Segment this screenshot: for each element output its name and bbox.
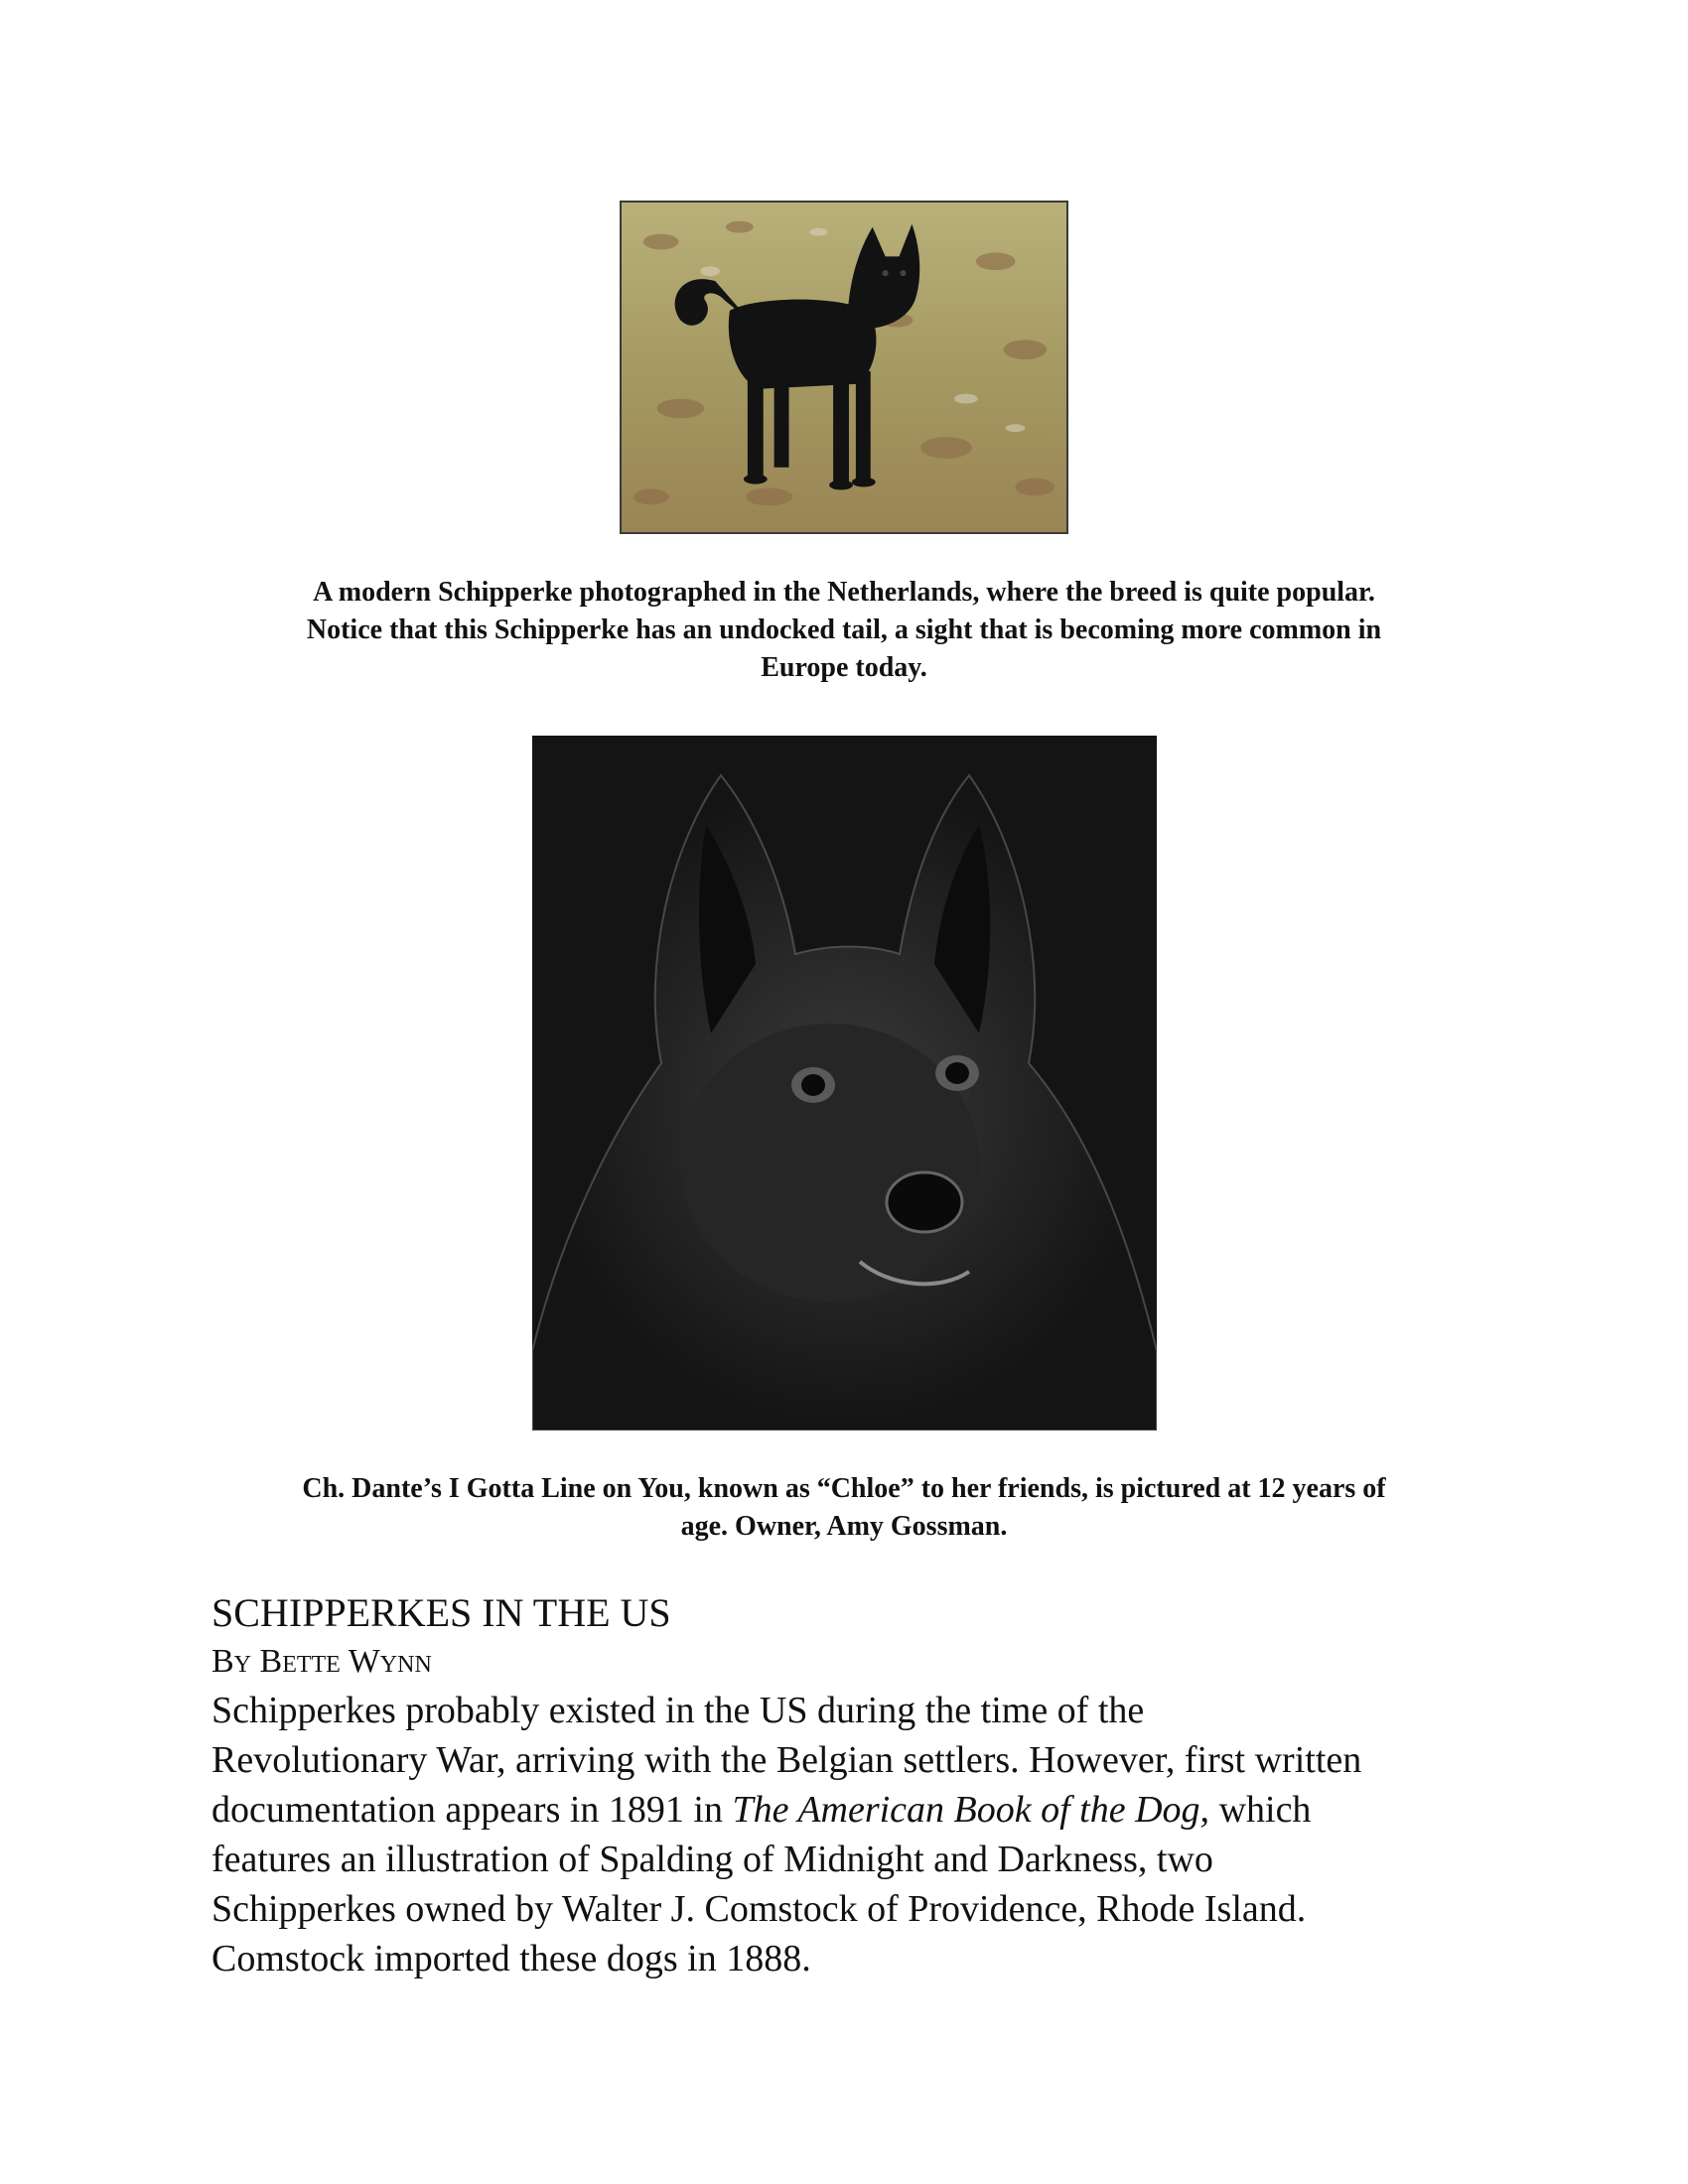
- book-title: The American Book of the Dog,: [732, 1789, 1210, 1831]
- article-byline: By Bette Wynn: [211, 1643, 432, 1680]
- caption-line: Europe today.: [761, 652, 927, 683]
- photo-1-caption: [199, 574, 1489, 687]
- body-line: Schipperkes probably existed in the US during the time of the: [211, 1690, 1145, 1731]
- article-body: [211, 1686, 1502, 1983]
- schipperke-portrait-photo: [532, 736, 1157, 1431]
- body-line: Schipperkes owned by Walter J. Comstock of Providence, Rhode Island.: [211, 1888, 1307, 1930]
- photo-2-caption: [199, 1470, 1489, 1546]
- body-line: Revolutionary War, arriving with the Belgian settlers. However, first written: [211, 1739, 1362, 1781]
- caption-line: Notice that this Schipperke has an undocked tail, a sight that is becoming more common in: [306, 614, 1382, 645]
- body-text: documentation appears in 1891 in: [211, 1789, 733, 1831]
- caption-line: A modern Schipperke photographed in the Netherlands, where the breed is quite popular.: [313, 577, 1375, 608]
- body-text: which: [1209, 1789, 1312, 1831]
- body-line: features an illustration of Spalding of Midnight and Darkness, two: [211, 1839, 1213, 1880]
- caption-line: Ch. Dante’s I Gotta Line on You, known as “Chloe” to her friends, is pictured at 12 years of: [302, 1473, 1386, 1504]
- schipperke-standing-photo: [620, 201, 1068, 534]
- article-title: SCHIPPERKES IN THE US: [211, 1590, 671, 1635]
- article: [211, 1588, 1502, 1983]
- caption-line: age. Owner, Amy Gossman.: [680, 1511, 1008, 1542]
- body-line: [211, 1785, 1502, 1835]
- body-line: Comstock imported these dogs in 1888.: [211, 1938, 811, 1979]
